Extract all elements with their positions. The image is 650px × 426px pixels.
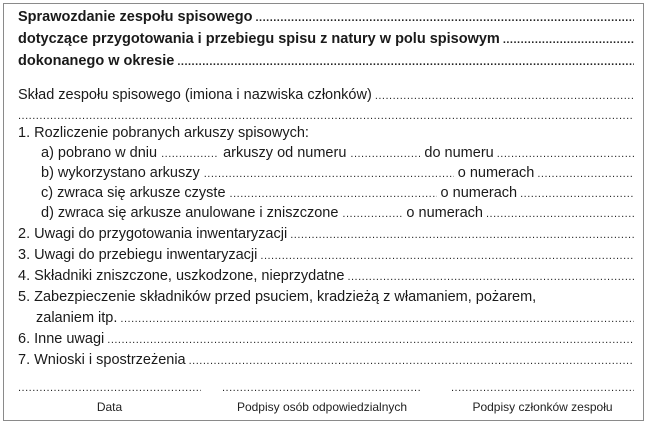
team-composition-continuation xyxy=(18,104,634,124)
item-1b-line xyxy=(41,162,634,182)
item-1-label: 1. Rozliczenie pobranych arkuszy spisowych: xyxy=(18,125,309,141)
members-signature-block xyxy=(451,382,634,414)
item-7-label: 7. Wnioski i spostrzeżenia xyxy=(18,352,186,368)
item-1a-line xyxy=(41,142,634,162)
fill-line[interactable] xyxy=(342,207,402,222)
item-5-line-1 xyxy=(18,286,634,306)
item-7-line xyxy=(18,349,634,369)
header-line-1 xyxy=(18,6,634,26)
fill-line[interactable] xyxy=(255,11,634,26)
report-period-label: dokonanego w okresie xyxy=(18,53,175,69)
fill-line[interactable] xyxy=(290,228,634,243)
fill-line[interactable] xyxy=(350,147,420,162)
item-1b-label-2: o numerach xyxy=(457,165,535,181)
fill-line[interactable] xyxy=(120,312,634,327)
date-label: Data xyxy=(96,400,123,414)
fill-line[interactable] xyxy=(177,55,634,70)
fill-line[interactable] xyxy=(204,167,454,182)
header-line-2 xyxy=(18,28,634,48)
responsible-signature-label: Podpisy osób odpowiedzialnych xyxy=(236,400,408,414)
date-signature-block xyxy=(18,382,201,414)
item-1b-label: b) wykorzystano arkuszy xyxy=(41,165,200,181)
members-signature-field[interactable] xyxy=(451,382,634,396)
item-5-label: 5. Zabezpieczenie składników przed psuciem, kradzieżą z włamaniem, pożarem, xyxy=(18,289,537,305)
item-1c-label-2: o numerach xyxy=(440,185,518,201)
fill-line[interactable] xyxy=(230,187,437,202)
fill-line[interactable] xyxy=(107,333,634,348)
item-1d-label-2: o numerach xyxy=(406,205,483,221)
fill-line[interactable] xyxy=(497,147,634,162)
fill-line[interactable] xyxy=(486,207,634,222)
responsible-signature-field[interactable] xyxy=(222,382,422,396)
members-signature-label: Podpisy członków zespołu xyxy=(472,400,613,414)
fill-line[interactable] xyxy=(503,33,634,48)
item-1a-label-2: arkuszy od numeru xyxy=(223,145,347,161)
team-composition-label: Skład zespołu spisowego (imiona i nazwiska członków) xyxy=(18,87,372,103)
fill-line[interactable] xyxy=(260,249,634,264)
report-form-frame xyxy=(3,3,644,421)
item-4-label: 4. Składniki zniszczone, uszkodzone, nieprzydatne xyxy=(18,268,345,284)
item-3-line xyxy=(18,244,634,264)
date-field[interactable] xyxy=(18,382,201,396)
item-5-line-2 xyxy=(36,307,634,327)
responsible-signature-block xyxy=(222,382,422,414)
item-1a-label-3: do numeru xyxy=(424,145,494,161)
team-composition-line xyxy=(18,84,634,104)
fill-line[interactable] xyxy=(537,167,634,182)
fill-line[interactable] xyxy=(189,354,634,369)
item-1-title xyxy=(18,122,634,142)
item-3-label: 3. Uwagi do przebiegu inwentaryzacji xyxy=(18,247,258,263)
report-title: Sprawozdanie zespołu spisowego xyxy=(18,9,253,25)
fill-line[interactable] xyxy=(347,270,634,285)
item-2-label: 2. Uwagi do przygotowania inwentaryzacji xyxy=(18,226,288,242)
item-4-line xyxy=(18,265,634,285)
fill-line[interactable] xyxy=(520,187,634,202)
fill-line[interactable] xyxy=(161,147,219,162)
header-line-3 xyxy=(18,50,634,70)
fill-line[interactable] xyxy=(375,89,634,104)
item-6-line xyxy=(18,328,634,348)
item-5-label-2: zalaniem itp. xyxy=(36,310,118,326)
item-6-label: 6. Inne uwagi xyxy=(18,331,105,347)
item-1d-label: d) zwraca się arkusze anulowane i zniszczone xyxy=(41,205,339,221)
item-1a-label: a) pobrano w dniu xyxy=(41,145,158,161)
item-1c-label: c) zwraca się arkusze czyste xyxy=(41,185,226,201)
report-subtitle: dotyczące przygotowania i przebiegu spisu z natury w polu spisowym xyxy=(18,31,500,47)
item-2-line xyxy=(18,223,634,243)
item-1d-line xyxy=(41,202,634,222)
item-1c-line xyxy=(41,182,634,202)
